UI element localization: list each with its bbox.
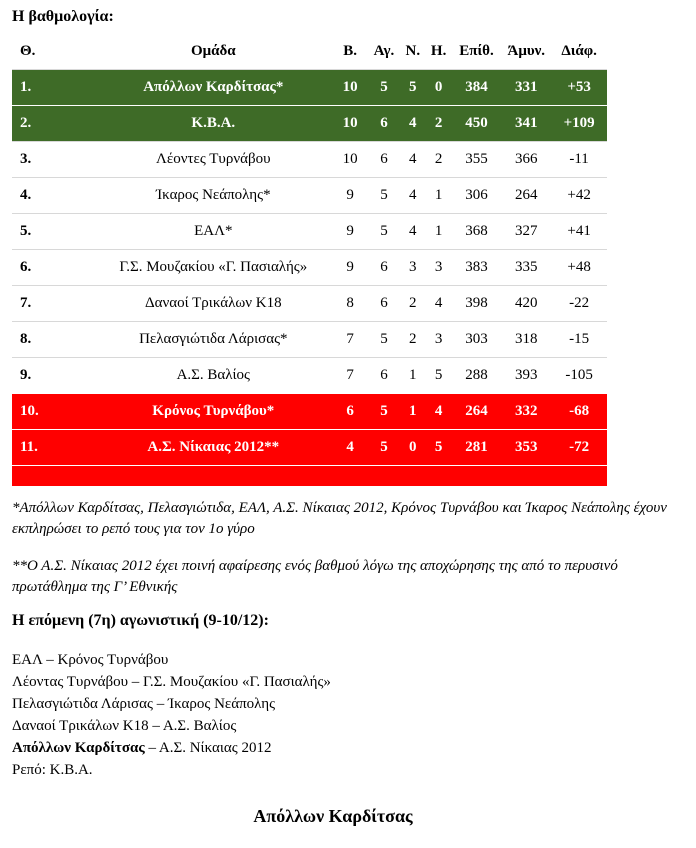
cell-position: 11. <box>12 430 94 466</box>
rest-team: Ρεπό: Κ.Β.Α. <box>12 762 93 778</box>
cell-points-against: 341 <box>501 106 551 142</box>
table-row <box>12 358 607 394</box>
cell-points: 10 <box>332 70 368 106</box>
cell-points: 9 <box>332 250 368 286</box>
cell-points-against: 393 <box>501 358 551 394</box>
table-row <box>12 70 607 106</box>
cell-points-for: 368 <box>452 214 502 250</box>
cell-losses: 0 <box>426 70 452 106</box>
cell-points-for: 264 <box>452 394 502 430</box>
table-row <box>12 250 607 286</box>
cell-team: Πελασγιώτιδα Λάρισας* <box>94 322 332 358</box>
cell-difference: -15 <box>551 322 607 358</box>
cell-points-for: 281 <box>452 430 502 466</box>
col-header-points-for: Επίθ. <box>452 34 502 70</box>
table-row <box>12 106 607 142</box>
cell-wins: 4 <box>400 178 426 214</box>
cell-points-for: 450 <box>452 106 502 142</box>
team-section-heading: Απόλλων Καρδίτσας <box>253 806 413 826</box>
fixture-away: Α.Σ. Νίκαιας 2012 <box>158 740 272 756</box>
cell-games: 6 <box>368 142 400 178</box>
cell-difference: +109 <box>551 106 607 142</box>
cell-points: 7 <box>332 358 368 394</box>
table-spacer-row <box>12 466 607 487</box>
cell-losses: 5 <box>426 358 452 394</box>
cell-difference: -68 <box>551 394 607 430</box>
cell-points: 8 <box>332 286 368 322</box>
fixture-item <box>12 737 331 759</box>
cell-losses: 1 <box>426 178 452 214</box>
cell-team: ΕΑΛ* <box>94 214 332 250</box>
cell-difference: -11 <box>551 142 607 178</box>
fixture-separator: – <box>148 718 163 734</box>
table-header-row <box>12 34 607 70</box>
cell-points-against: 366 <box>501 142 551 178</box>
col-header-points: Β. <box>332 34 368 70</box>
table-row <box>12 286 607 322</box>
cell-points: 9 <box>332 178 368 214</box>
table-row <box>12 394 607 430</box>
cell-losses: 2 <box>426 142 452 178</box>
fixture-separator: – <box>152 696 168 712</box>
cell-position: 10. <box>12 394 94 430</box>
cell-games: 5 <box>368 322 400 358</box>
cell-points-against: 331 <box>501 70 551 106</box>
cell-wins: 5 <box>400 70 426 106</box>
cell-wins: 4 <box>400 214 426 250</box>
footnote-repo: *Απόλλων Καρδίτσας, Πελασγιώτιδα, ΕΑΛ, Α.Σ. Νίκαιας 2012, Κρόνος Τυρνάβου και Ίκαρος Νεάπολης έχουν εκπληρώσει το ρεπό τους για τον 1ο γύρο <box>12 500 667 537</box>
cell-difference: -105 <box>551 358 607 394</box>
standings-heading: Η βαθμολογία: <box>12 8 114 25</box>
cell-position: 7. <box>12 286 94 322</box>
fixture-home: Πελασγιώτιδα Λάρισας <box>12 696 153 712</box>
fixture-item <box>12 649 331 671</box>
cell-team: Απόλλων Καρδίτσας* <box>94 70 332 106</box>
cell-points-for: 306 <box>452 178 502 214</box>
fixture-separator: – <box>128 674 144 690</box>
fixtures-list <box>12 649 331 781</box>
cell-difference: -72 <box>551 430 607 466</box>
table-spacer-cell <box>12 466 607 487</box>
table-row <box>12 142 607 178</box>
cell-position: 4. <box>12 178 94 214</box>
cell-difference: +42 <box>551 178 607 214</box>
col-header-position: Θ. <box>12 34 94 70</box>
cell-wins: 1 <box>400 358 426 394</box>
cell-points-for: 355 <box>452 142 502 178</box>
table-row <box>12 322 607 358</box>
fixture-separator: – <box>144 740 159 756</box>
cell-position: 5. <box>12 214 94 250</box>
fixture-item <box>12 671 331 693</box>
cell-losses: 3 <box>426 322 452 358</box>
cell-points: 4 <box>332 430 368 466</box>
cell-wins: 1 <box>400 394 426 430</box>
standings-body <box>12 70 607 487</box>
cell-difference: +41 <box>551 214 607 250</box>
fixture-home: Απόλλων Καρδίτσας <box>12 740 145 756</box>
cell-team: Κρόνος Τυρνάβου* <box>94 394 332 430</box>
col-header-difference: Διάφ. <box>551 34 607 70</box>
col-header-wins: Ν. <box>400 34 426 70</box>
cell-games: 5 <box>368 430 400 466</box>
cell-points-against: 327 <box>501 214 551 250</box>
cell-position: 8. <box>12 322 94 358</box>
cell-games: 5 <box>368 394 400 430</box>
fixture-away: Ίκαρος Νεάπολης <box>167 696 276 712</box>
cell-points-for: 303 <box>452 322 502 358</box>
cell-points: 6 <box>332 394 368 430</box>
cell-points: 10 <box>332 142 368 178</box>
cell-wins: 4 <box>400 106 426 142</box>
cell-position: 1. <box>12 70 94 106</box>
cell-team: Δαναοί Τρικάλων Κ18 <box>94 286 332 322</box>
cell-points-against: 353 <box>501 430 551 466</box>
col-header-points-against: Άμυν. <box>501 34 551 70</box>
fixture-home: ΕΑΛ <box>12 652 43 668</box>
col-header-losses: Η. <box>426 34 452 70</box>
cell-team: Κ.Β.Α. <box>94 106 332 142</box>
cell-points-for: 383 <box>452 250 502 286</box>
cell-team: Α.Σ. Βαλίος <box>94 358 332 394</box>
cell-wins: 0 <box>400 430 426 466</box>
next-round-title: Η επόμενη (7η) αγωνιστική (9-10/12): <box>12 612 269 629</box>
cell-position: 3. <box>12 142 94 178</box>
cell-games: 6 <box>368 286 400 322</box>
cell-difference: +48 <box>551 250 607 286</box>
cell-points: 10 <box>332 106 368 142</box>
table-row <box>12 178 607 214</box>
cell-difference: -22 <box>551 286 607 322</box>
col-header-team: Ομάδα <box>94 34 332 70</box>
fixture-away: Κρόνος Τυρνάβου <box>57 652 169 668</box>
cell-points-against: 318 <box>501 322 551 358</box>
fixture-home: Δαναοί Τρικάλων Κ18 <box>12 718 149 734</box>
cell-points-against: 420 <box>501 286 551 322</box>
cell-wins: 4 <box>400 142 426 178</box>
cell-points-for: 288 <box>452 358 502 394</box>
cell-games: 6 <box>368 106 400 142</box>
cell-games: 5 <box>368 178 400 214</box>
cell-team: Γ.Σ. Μουζακίου «Γ. Πασιαλής» <box>94 250 332 286</box>
cell-points-against: 335 <box>501 250 551 286</box>
table-row <box>12 430 607 466</box>
table-row <box>12 214 607 250</box>
cell-points-for: 384 <box>452 70 502 106</box>
cell-games: 5 <box>368 214 400 250</box>
cell-wins: 3 <box>400 250 426 286</box>
cell-points-for: 398 <box>452 286 502 322</box>
cell-difference: +53 <box>551 70 607 106</box>
cell-wins: 2 <box>400 286 426 322</box>
cell-points: 7 <box>332 322 368 358</box>
cell-team: Λέοντες Τυρνάβου <box>94 142 332 178</box>
fixture-separator: – <box>42 652 58 668</box>
cell-losses: 2 <box>426 106 452 142</box>
col-header-games: Αγ. <box>368 34 400 70</box>
fixture-away: Γ.Σ. Μουζακίου «Γ. Πασιαλής» <box>143 674 331 690</box>
cell-games: 6 <box>368 358 400 394</box>
cell-games: 6 <box>368 250 400 286</box>
fixture-item <box>12 693 331 715</box>
footnote-penalty: **Ο Α.Σ. Νίκαιας 2012 έχει ποινή αφαίρεσης ενός βαθμού λόγω της αποχώρησης της από το περυσινό πρωτάθλημα της Γ’ Εθνικής <box>12 558 618 595</box>
fixture-home: Λέοντας Τυρνάβου <box>12 674 129 690</box>
cell-games: 5 <box>368 70 400 106</box>
fixture-away: Α.Σ. Βαλίος <box>162 718 237 734</box>
cell-points-against: 264 <box>501 178 551 214</box>
cell-losses: 4 <box>426 286 452 322</box>
cell-team: Ίκαρος Νεάπολης* <box>94 178 332 214</box>
cell-team: Α.Σ. Νίκαιας 2012** <box>94 430 332 466</box>
cell-position: 2. <box>12 106 94 142</box>
cell-losses: 5 <box>426 430 452 466</box>
cell-wins: 2 <box>400 322 426 358</box>
cell-losses: 4 <box>426 394 452 430</box>
cell-position: 6. <box>12 250 94 286</box>
fixture-item <box>12 715 331 737</box>
cell-losses: 3 <box>426 250 452 286</box>
cell-points: 9 <box>332 214 368 250</box>
standings-table <box>12 34 607 486</box>
cell-points-against: 332 <box>501 394 551 430</box>
cell-losses: 1 <box>426 214 452 250</box>
cell-position: 9. <box>12 358 94 394</box>
